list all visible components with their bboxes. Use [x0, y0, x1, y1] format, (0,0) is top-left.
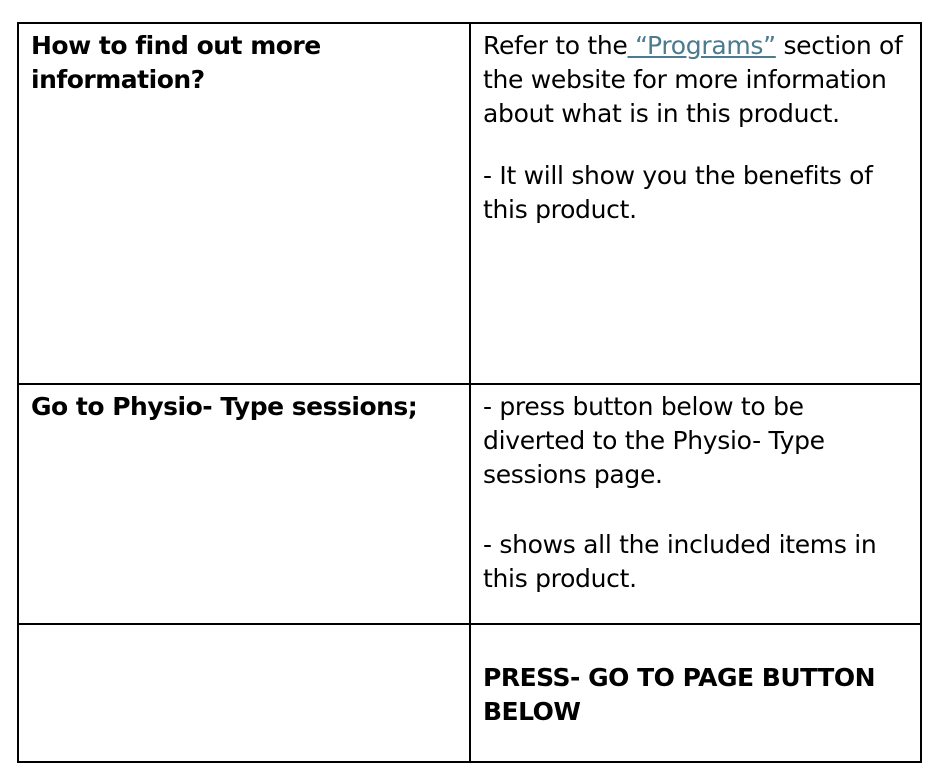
- included-items-paragraph: - shows all the included items in this product.: [483, 530, 877, 593]
- table-cell-content: [470, 624, 921, 762]
- table-cell-label: [18, 23, 470, 384]
- programs-link[interactable]: “Programs”: [627, 31, 776, 60]
- text-before-link: Refer to the: [483, 31, 628, 60]
- press-button-paragraph: - press button below to be diverted to the Physio- Type sessions page.: [483, 392, 825, 489]
- row-label-more-info: How to find out more information?: [31, 31, 321, 94]
- table-cell-label: [18, 384, 470, 624]
- more-info-paragraph: [483, 29, 908, 131]
- table-cell-content: [470, 23, 921, 384]
- table-row: [18, 23, 921, 384]
- benefits-bullet: - It will show you the benefits of this product.: [483, 161, 873, 224]
- table-cell-content: [470, 384, 921, 624]
- table-row: [18, 384, 921, 624]
- press-instruction: PRESS- GO TO PAGE BUTTON BELOW: [483, 663, 875, 726]
- table-row: [18, 624, 921, 762]
- text-after-link: section of the website for more information about what is in this product.: [483, 31, 903, 128]
- table-cell-empty: [18, 624, 470, 762]
- row-label-physio-sessions: Go to Physio- Type sessions;: [31, 392, 418, 421]
- info-table: [17, 22, 922, 763]
